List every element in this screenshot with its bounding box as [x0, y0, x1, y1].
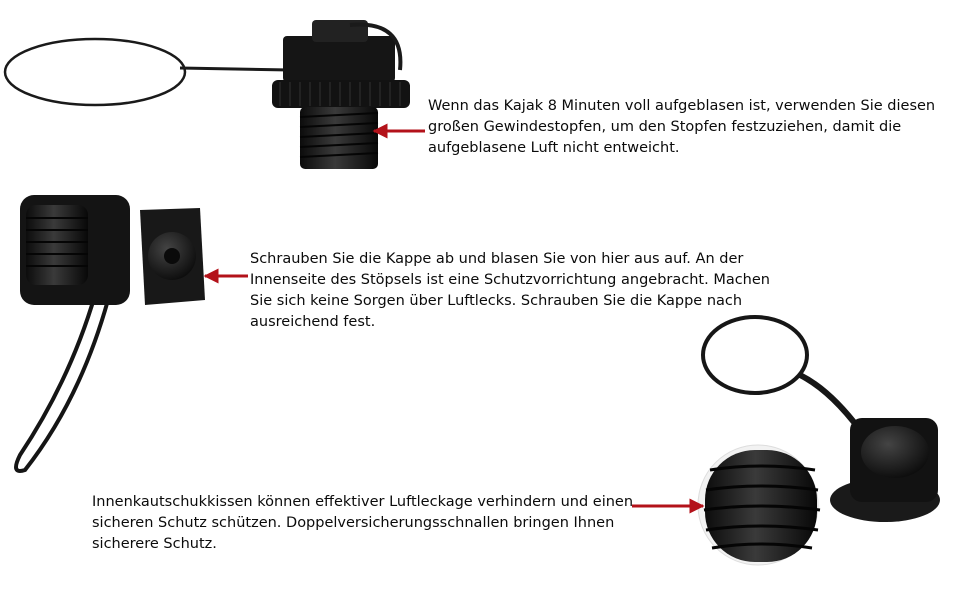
caption-bottom: Innenkautschukkissen können effektiver Luftleckage verhindern und einen sicheren Schutz schützen. Doppelversicherungsschnallen bringen Ihnen sicherere Schutz.: [92, 494, 634, 552]
caption-middle: Schrauben Sie die Kappe ab und blasen Sie von hier aus auf. An der Innenseite des Stöpsels ist eine Schutzvorrichtung angebracht. Machen Sie sich keine Sorgen über Luftlecks. Schrauben Sie die Kappe nach ausreichend fest.: [250, 251, 770, 330]
valve-cap: [283, 36, 395, 82]
valve-bottom-image: [698, 317, 940, 565]
valve-top-image: [5, 20, 410, 169]
tether-ring: [5, 39, 185, 105]
caption-top: Wenn das Kajak 8 Minuten voll aufgeblasen ist, verwenden Sie diesen großen Gewindestopfen, um den Stopfen festzuziehen, damit die aufgeblasene Luft nicht entweicht.: [428, 98, 936, 156]
tether-strap: [16, 295, 108, 471]
valve-middle-image: [16, 195, 205, 471]
valve-flange: [272, 80, 410, 108]
